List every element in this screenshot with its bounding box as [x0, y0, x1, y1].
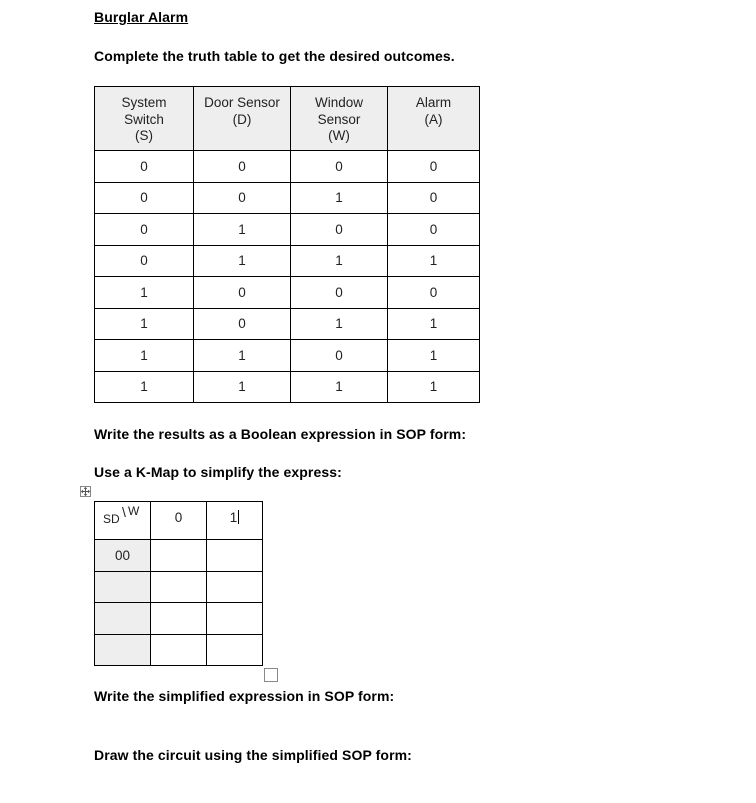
- table-cell[interactable]: 1: [291, 245, 388, 277]
- table-cell[interactable]: 1: [95, 308, 194, 340]
- text-cursor: [238, 510, 239, 524]
- table-cell[interactable]: 1: [388, 245, 480, 277]
- table-cell[interactable]: 1: [95, 371, 194, 403]
- table-cell[interactable]: 0: [388, 277, 480, 309]
- table-cell[interactable]: 1: [291, 371, 388, 403]
- kmap-cell[interactable]: [207, 634, 263, 666]
- kmap-cell[interactable]: [151, 603, 207, 635]
- kmap-row: [95, 540, 263, 572]
- move-handle-icon[interactable]: [80, 486, 91, 497]
- sop-prompt: Write the results as a Boolean expression in SOP form:: [94, 426, 467, 442]
- table-cell[interactable]: 0: [388, 151, 480, 183]
- kmap-row-header[interactable]: [95, 571, 151, 603]
- simplified-prompt: Write the simplified expression in SOP form:: [94, 688, 395, 704]
- table-cell[interactable]: 1: [194, 340, 291, 372]
- circuit-prompt: Draw the circuit using the simplified SOP form:: [94, 747, 412, 763]
- table-cell[interactable]: 0: [95, 182, 194, 214]
- table-cell[interactable]: 0: [291, 340, 388, 372]
- table-row: [95, 182, 480, 214]
- kmap-row-header[interactable]: 00: [95, 540, 151, 572]
- table-cell[interactable]: 1: [194, 371, 291, 403]
- table-cell[interactable]: 0: [194, 308, 291, 340]
- table-row: [95, 308, 480, 340]
- document-title: Burglar Alarm: [94, 9, 189, 25]
- table-cell[interactable]: 1: [95, 340, 194, 372]
- table-cell[interactable]: 0: [95, 245, 194, 277]
- kmap-col-header[interactable]: 1: [207, 502, 263, 540]
- instruction-text: Complete the truth table to get the desired outcomes.: [94, 48, 455, 64]
- table-cell[interactable]: 0: [388, 182, 480, 214]
- table-row: [95, 245, 480, 277]
- kmap-row-header[interactable]: [95, 634, 151, 666]
- table-row: [95, 340, 480, 372]
- kmap-row-variables: SD: [103, 512, 120, 526]
- kmap-cell[interactable]: [151, 540, 207, 572]
- kmap-cell[interactable]: [207, 603, 263, 635]
- header-window-sensor[interactable]: Window Sensor (W): [291, 87, 388, 151]
- table-cell[interactable]: 0: [194, 151, 291, 183]
- truth-table: [94, 86, 480, 403]
- kmap-row: [95, 603, 263, 635]
- table-cell[interactable]: 0: [194, 277, 291, 309]
- table-row: [95, 214, 480, 246]
- table-cell[interactable]: 1: [388, 308, 480, 340]
- table-cell[interactable]: 1: [194, 214, 291, 246]
- kmap-col-header[interactable]: 0: [151, 502, 207, 540]
- truth-table-header-row: [95, 87, 480, 151]
- kmap-prompt: Use a K-Map to simplify the express:: [94, 464, 342, 480]
- kmap-cell[interactable]: [151, 571, 207, 603]
- header-system-switch[interactable]: System Switch (S): [95, 87, 194, 151]
- kmap-table: [94, 501, 263, 666]
- resize-handle-icon[interactable]: [264, 668, 278, 682]
- table-cell[interactable]: 0: [95, 214, 194, 246]
- table-cell[interactable]: 1: [194, 245, 291, 277]
- table-cell[interactable]: 0: [388, 214, 480, 246]
- kmap-row: [95, 571, 263, 603]
- table-cell[interactable]: 1: [388, 340, 480, 372]
- table-cell[interactable]: 1: [291, 182, 388, 214]
- table-cell[interactable]: 1: [388, 371, 480, 403]
- kmap-corner-divider: \: [122, 504, 126, 520]
- kmap-cell[interactable]: [207, 540, 263, 572]
- table-cell[interactable]: 0: [194, 182, 291, 214]
- kmap-row: [95, 634, 263, 666]
- table-cell[interactable]: 0: [291, 151, 388, 183]
- table-cell[interactable]: 0: [291, 277, 388, 309]
- kmap-corner-cell[interactable]: [95, 502, 151, 540]
- kmap-col-variable: W: [128, 504, 140, 518]
- table-row: [95, 151, 480, 183]
- table-cell[interactable]: 0: [95, 151, 194, 183]
- table-row: [95, 277, 480, 309]
- header-door-sensor[interactable]: Door Sensor (D): [194, 87, 291, 151]
- kmap-cell[interactable]: [207, 571, 263, 603]
- kmap-row-header[interactable]: [95, 603, 151, 635]
- kmap-cell[interactable]: [151, 634, 207, 666]
- table-cell[interactable]: 1: [291, 308, 388, 340]
- kmap-header-row: [95, 502, 263, 540]
- table-cell[interactable]: 1: [95, 277, 194, 309]
- header-alarm[interactable]: Alarm (A): [388, 87, 480, 151]
- table-cell[interactable]: 0: [291, 214, 388, 246]
- table-row: [95, 371, 480, 403]
